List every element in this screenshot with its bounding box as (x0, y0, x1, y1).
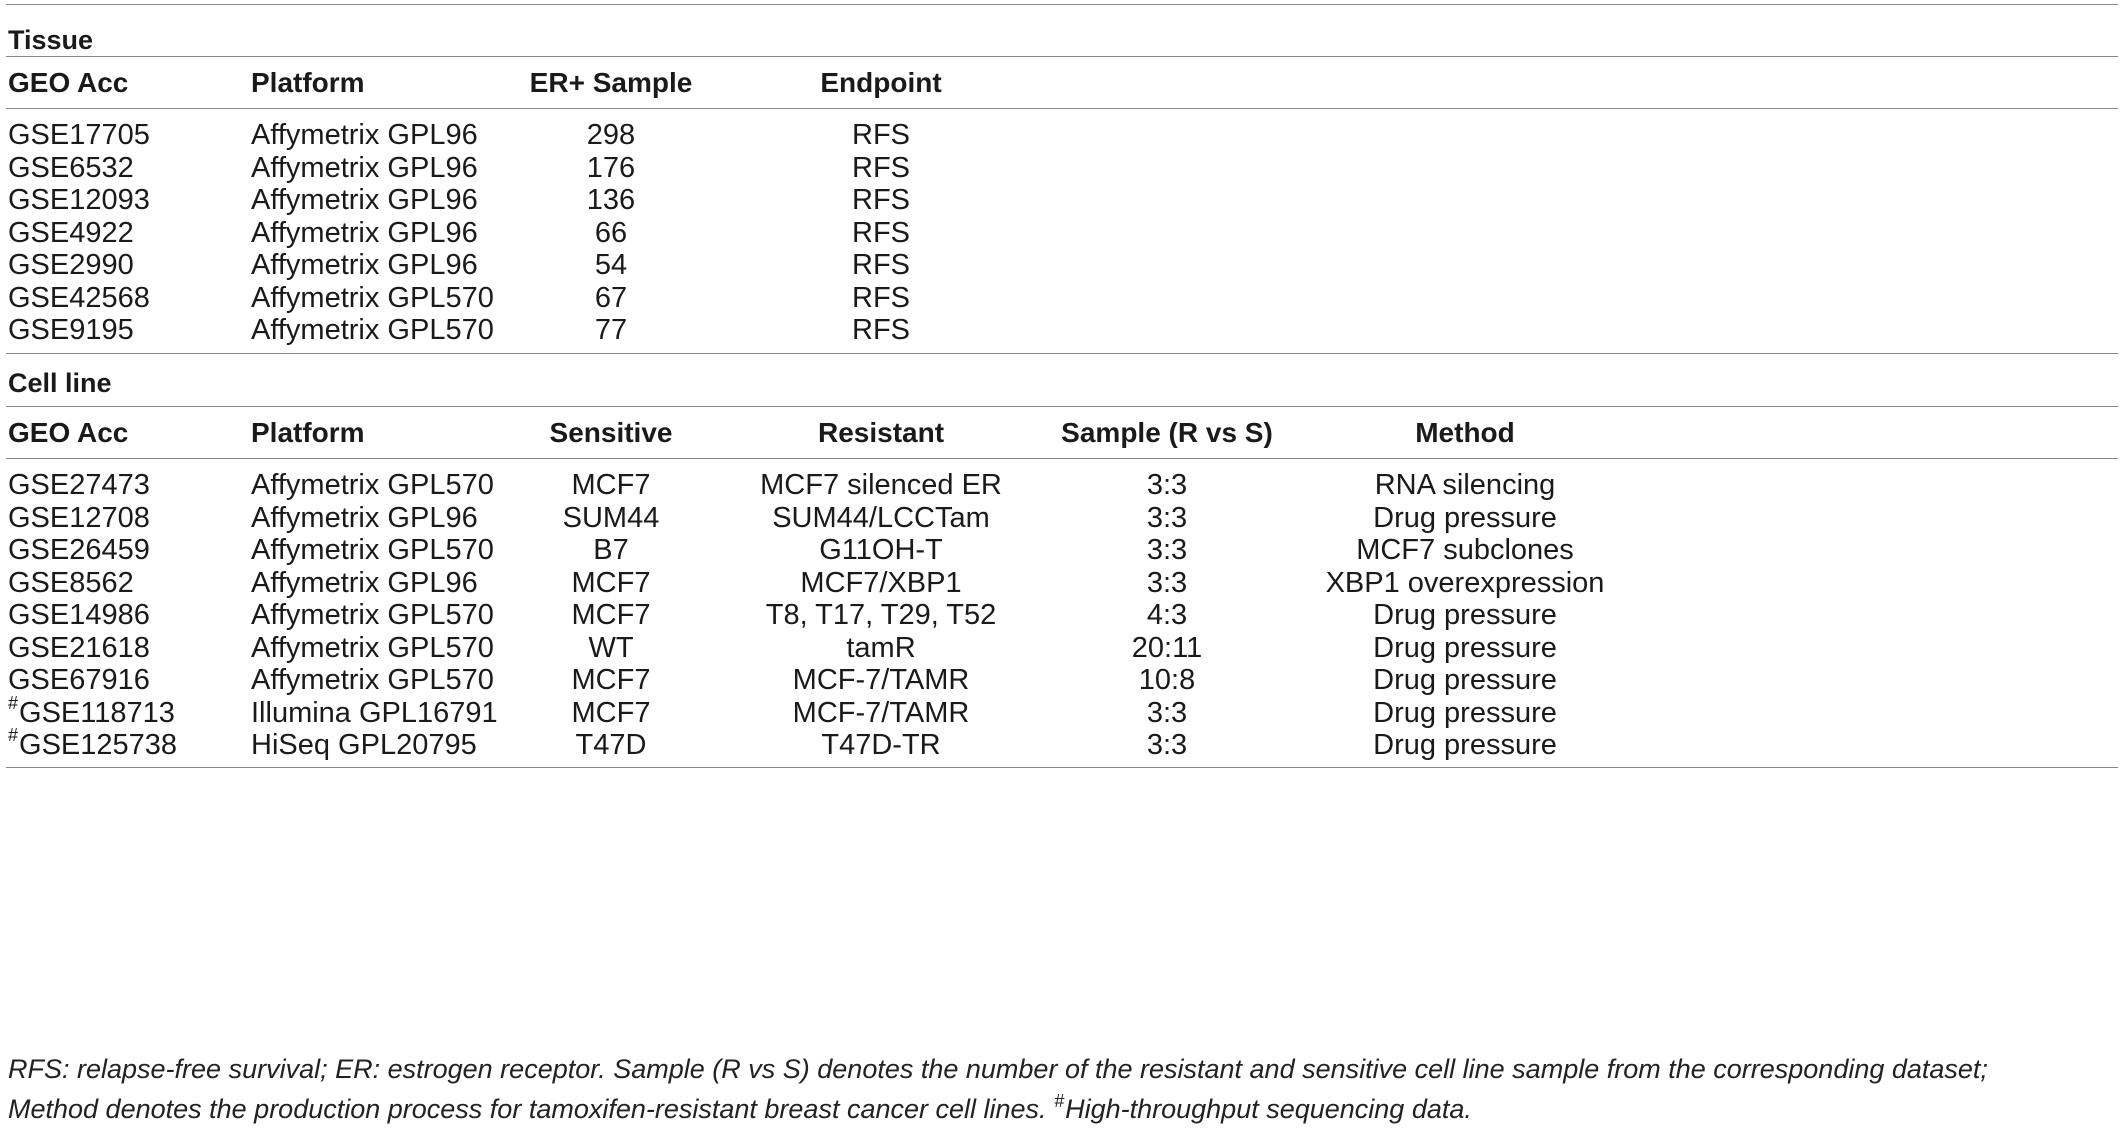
hts-marker: # (8, 725, 19, 745)
table-row (0, 723, 2121, 767)
hts-marker: # (8, 692, 19, 713)
cell-line-row-cell-col-5: 20:11 (1131, 631, 1203, 664)
cell-line-row-cell-col-2: Affymetrix GPL570 (251, 469, 494, 501)
tissue-header-bottom-rule (6, 108, 2118, 109)
tissue-row-cell-col-2: Affymetrix GPL96 (251, 151, 478, 184)
cell-line-row-cell-col-4: tamR (846, 631, 916, 664)
cell-line-row-cell-col-4: MCF7/XBP1 (800, 566, 962, 599)
tissue-row-cell-col-2: Affymetrix GPL96 (251, 216, 478, 249)
cell-line-row-cell-col-2: Affymetrix GPL96 (251, 501, 478, 534)
cell-line-header-bottom-rule (6, 458, 2118, 459)
cell-line-row-cell-col-2: Affymetrix GPL570 (251, 534, 494, 566)
cell-line-row-cell-col-3: B7 (593, 534, 629, 566)
cell-line-row-cell-col-4: T47D-TR (821, 729, 941, 761)
tissue-row-cell-col-4: RFS (852, 151, 910, 184)
cell-line-row-cell-col-1: GSE27473 (8, 469, 150, 501)
tissue-row-cell-col-4: RFS (852, 216, 910, 249)
tissue-row-cell-col-4: RFS (852, 281, 910, 314)
cell-line-header-top-rule (6, 406, 2118, 407)
tissue-row-cell-col-1: GSE42568 (8, 281, 150, 314)
tissue-row-cell-col-2: Affymetrix GPL96 (251, 119, 478, 151)
tissue-header-row (0, 61, 2121, 105)
tissue-header-cell-col-2: Platform (251, 67, 365, 98)
cell-line-row-cell-col-3: MCF7 (571, 566, 651, 599)
tissue-row-cell-col-3: 176 (586, 151, 636, 184)
tissue-row-cell-col-1: GSE6532 (8, 151, 134, 184)
cell-line-row-cell-col-5: 3:3 (1146, 729, 1188, 761)
cell-line-row-cell-col-4: T8, T17, T29, T52 (765, 599, 997, 631)
cell-line-row-cell-col-6: Drug pressure (1373, 599, 1557, 631)
top-rule (6, 4, 2118, 5)
cell-line-header-row (0, 411, 2121, 455)
tissue-row-cell-col-1: GSE4922 (8, 216, 134, 249)
tissue-row-cell-col-4: RFS (852, 249, 910, 281)
cell-line-row-cell-col-5: 3:3 (1146, 534, 1188, 566)
cell-line-row-cell-col-5: 3:3 (1146, 566, 1188, 599)
cell-line-row-cell-col-3: MCF7 (571, 664, 651, 696)
cell-line-row-cell-col-5: 4:3 (1146, 599, 1188, 631)
cell-line-row-cell-col-1: GSE14986 (8, 599, 150, 631)
cell-line-row-cell-col-4: G11OH-T (819, 534, 943, 566)
tissue-row-cell-col-1: GSE9195 (8, 314, 134, 346)
tissue-row-cell-col-3: 54 (594, 249, 628, 281)
tissue-row-cell-col-4: RFS (852, 184, 910, 216)
cell-line-row-cell-col-6: RNA silencing (1374, 469, 1556, 501)
cell-line-row-cell-col-6: Drug pressure (1373, 696, 1557, 729)
tissue-row-cell-col-3: 136 (586, 184, 636, 216)
tissue-header-top-rule (6, 56, 2118, 57)
cell-line-row-cell-col-2: Affymetrix GPL570 (251, 664, 494, 696)
tissue-row-cell-col-2: Affymetrix GPL96 (251, 184, 478, 216)
cell-line-row-cell-col-4: SUM44/LCCTam (772, 501, 990, 534)
cell-line-row-cell-col-2: HiSeq GPL20795 (251, 729, 477, 761)
table-row (0, 308, 2121, 352)
cell-line-row-cell-col-3: WT (588, 631, 634, 664)
geo-acc-text: GSE125738 (19, 729, 178, 761)
cell-line-row-cell-col-5: 10:8 (1138, 664, 1196, 696)
cell-line-row-cell-col-2: Affymetrix GPL96 (251, 566, 478, 599)
cell-line-row-cell-col-4: MCF7 silenced ER (760, 469, 1002, 501)
tissue-row-cell-col-2: Affymetrix GPL96 (251, 249, 478, 281)
tissue-section-title: Tissue (8, 25, 94, 55)
tissue-row-cell-col-4: RFS (852, 119, 910, 151)
tissue-row-cell-col-3: 77 (594, 314, 628, 346)
tissue-row-cell-col-3: 66 (594, 216, 628, 249)
tissue-header-cell-col-3: ER+ Sample (529, 67, 693, 98)
tissue-row-cell-col-4: RFS (852, 314, 910, 346)
cell-line-row-cell-col-3: SUM44 (562, 501, 660, 534)
cell-line-row-cell-col-2: Affymetrix GPL570 (251, 631, 494, 664)
cell-line-row-cell-col-3: MCF7 (571, 599, 651, 631)
cell-line-header-cell-col-2: Platform (251, 417, 365, 448)
cell-line-row-cell-col-2: Illumina GPL16791 (251, 696, 498, 729)
footnote-line-2-tail: High-throughput sequencing data. (1065, 1094, 1472, 1124)
cell-line-row-cell-col-1: GSE21618 (8, 631, 150, 664)
cell-line-header-cell-col-4: Resistant (817, 417, 945, 448)
cell-line-row-cell-col-1: GSE12708 (8, 501, 150, 534)
cell-line-row-cell-col-6: Drug pressure (1373, 501, 1557, 534)
cell-line-row-cell-col-1: GSE67916 (8, 664, 150, 696)
geo-acc-text: GSE118713 (19, 696, 175, 729)
cell-line-row-cell-col-1 (8, 723, 177, 767)
footnote-hash-mark: # (1054, 1091, 1065, 1111)
cell-line-row-cell-col-1: GSE8562 (8, 566, 134, 599)
cell-line-row-cell-col-5: 3:3 (1146, 696, 1188, 729)
cell-line-header-cell-col-5: Sample (R vs S) (1061, 417, 1273, 448)
cell-line-row-cell-col-2: Affymetrix GPL570 (251, 599, 494, 631)
tissue-row-cell-col-1: GSE2990 (8, 249, 134, 281)
cell-line-header-cell-col-3: Sensitive (549, 417, 673, 448)
cell-line-row-cell-col-6: XBP1 overexpression (1325, 566, 1605, 599)
tissue-row-cell-col-3: 67 (594, 281, 628, 314)
tissue-header-cell-col-4: Endpoint (820, 67, 942, 98)
tissue-row-cell-col-2: Affymetrix GPL570 (251, 314, 494, 346)
tissue-row-cell-col-1: GSE17705 (8, 119, 150, 151)
cell-line-row-cell-col-1: GSE26459 (8, 534, 150, 566)
cell-line-row-cell-col-6: MCF7 subclones (1356, 534, 1574, 566)
tissue-row-cell-col-2: Affymetrix GPL570 (251, 281, 494, 314)
cell-line-row-cell-col-4: MCF-7/TAMR (792, 696, 970, 729)
cell-line-row-cell-col-5: 3:3 (1146, 469, 1188, 501)
cell-line-header-cell-col-6: Method (1415, 417, 1515, 448)
cell-line-row-cell-col-5: 3:3 (1146, 501, 1188, 534)
cell-line-section-title: Cell line (8, 368, 112, 398)
tissue-header-cell-col-1: GEO Acc (8, 67, 129, 98)
tissue-row-cell-col-3: 298 (586, 119, 636, 151)
footnote-line-1: RFS: relapse-free survival; ER: estrogen receptor. Sample (R vs S) denotes the number of the resistant and sensitive cell line sample from the corresponding dataset; (8, 1054, 1988, 1084)
table-footnote (8, 1049, 2116, 1129)
bottom-rule (6, 767, 2118, 768)
footnote-line-2: Method denotes the production process for tamoxifen-resistant breast cancer cell lines. (8, 1094, 1047, 1124)
tissue-row-cell-col-1: GSE12093 (8, 184, 150, 216)
cell-line-header-cell-col-1: GEO Acc (8, 417, 129, 448)
cell-line-row-cell-col-6: Drug pressure (1373, 729, 1557, 761)
cell-line-row-cell-col-3: MCF7 (571, 469, 651, 501)
cell-line-row-cell-col-6: Drug pressure (1373, 664, 1557, 696)
cell-line-row-cell-col-6: Drug pressure (1373, 631, 1557, 664)
cell-line-row-cell-col-3: MCF7 (571, 696, 651, 729)
cell-line-row-cell-col-4: MCF-7/TAMR (792, 664, 970, 696)
section-divider-rule (6, 353, 2118, 354)
cell-line-row-cell-col-3: T47D (575, 729, 647, 761)
